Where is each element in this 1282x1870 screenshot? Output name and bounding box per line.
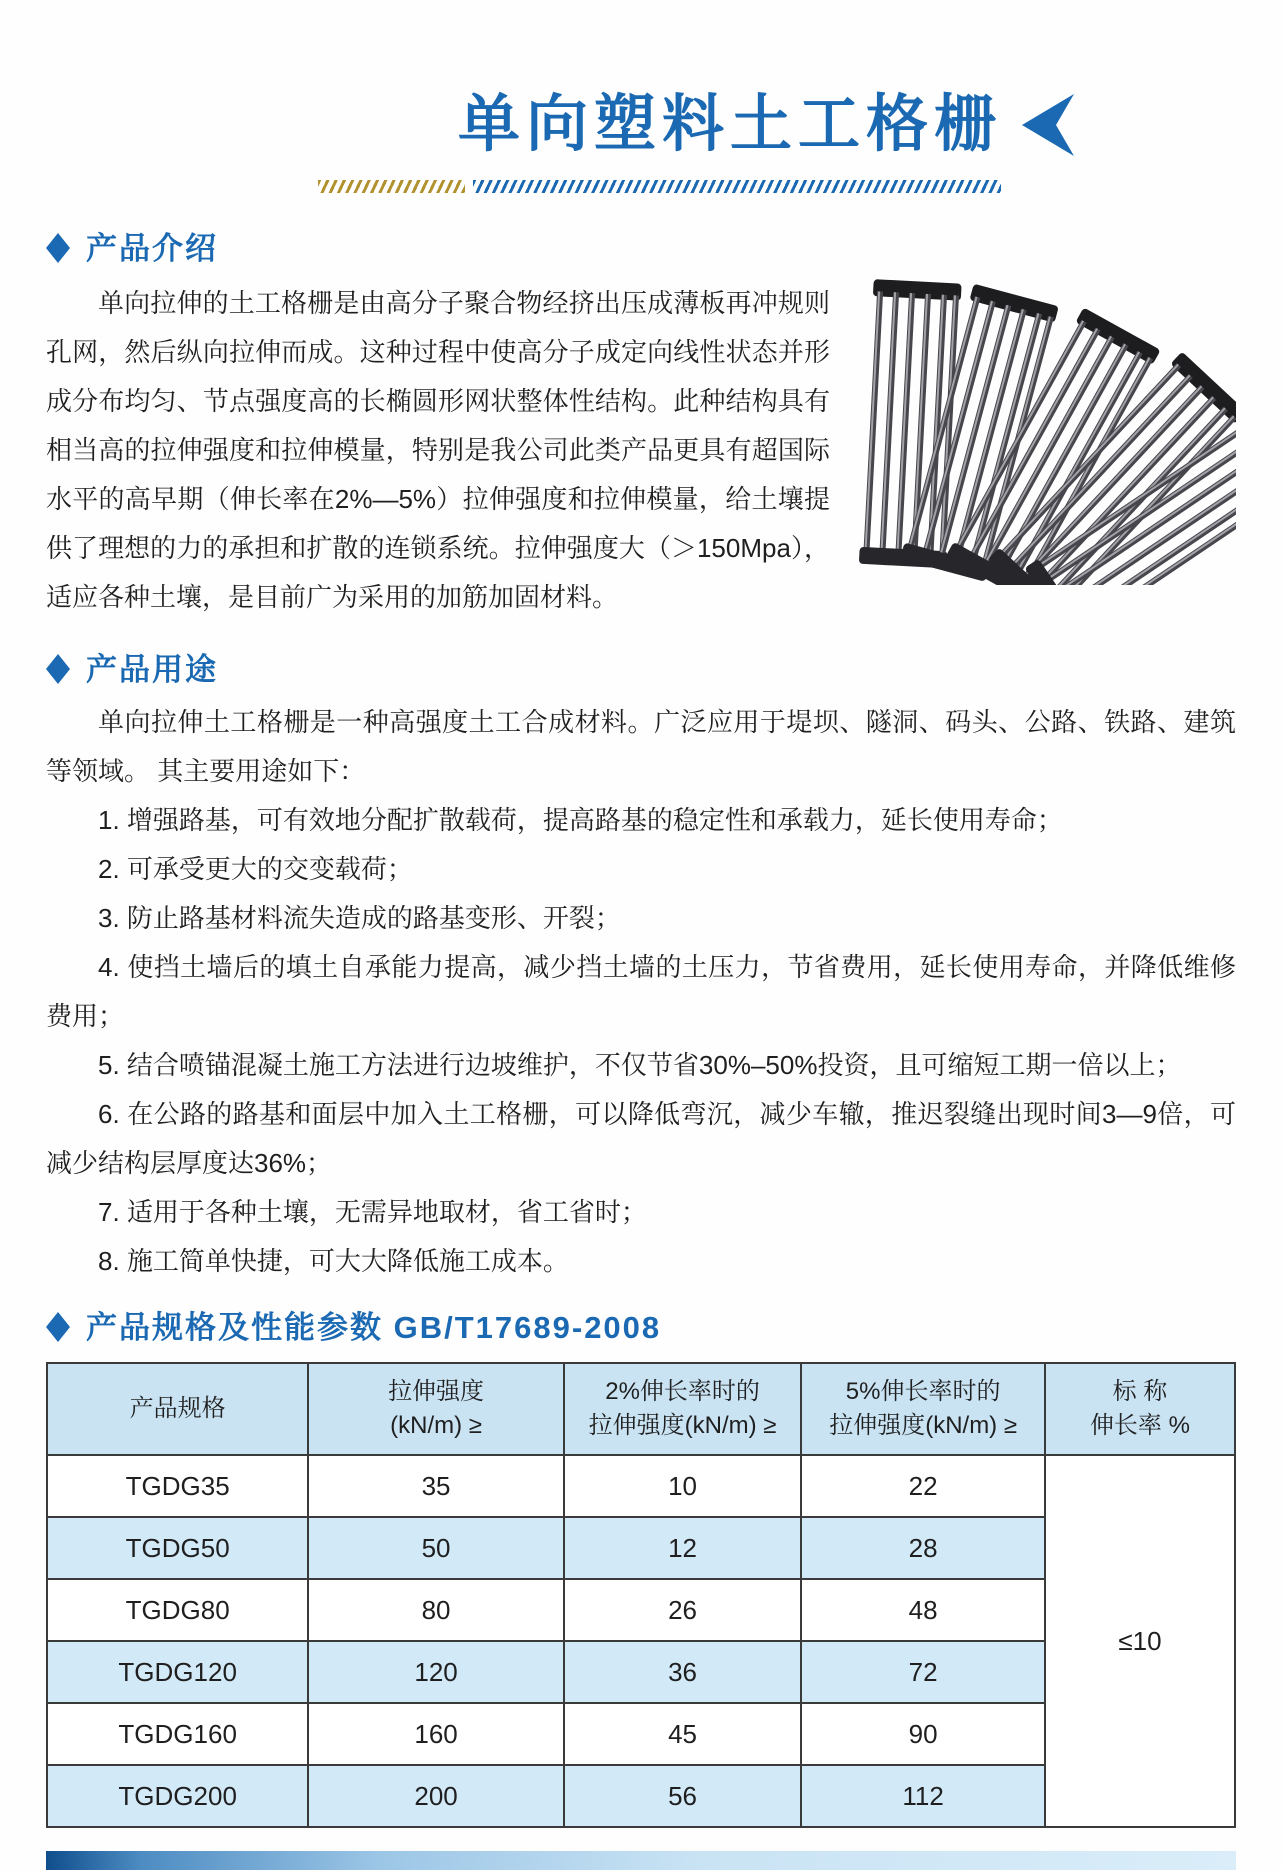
col-header-2pct-line1: 2%伸长率时的 [605, 1378, 760, 1405]
col-header-tensile [308, 1363, 563, 1455]
col-header-5pct [801, 1363, 1045, 1455]
cell-spec: TGDG50 [47, 1517, 308, 1579]
cell-tensile: 50 [308, 1517, 563, 1579]
cell-spec: TGDG35 [47, 1455, 308, 1517]
col-header-spec [47, 1363, 308, 1455]
section-uses [46, 648, 1236, 1286]
cell-spec: TGDG120 [47, 1641, 308, 1703]
intro-paragraph: 单向拉伸的土工格栅是由高分子聚合物经挤出压成薄板再冲规则孔网，然后纵向拉伸而成。这种过程中使高分子成定向线性状态并形成分布均匀、节点强度高的长椭圆形网状整体性结构。此种结构具有相当高的拉伸强度和拉伸模量，特别是我公司此类产品更具有超国际水平的高早期（伸长率在2%—5%）拉伸强度和拉伸模量，给土壤提供了理想的力的承担和扩散的连锁系统。拉伸强度大（＞150Mpa），适应各种土壤，是目前广为采用的加筋加固材料。 [46, 288, 830, 612]
col-header-2pct-line2: 拉伸强度(kN/m) ≥ [588, 1412, 777, 1439]
col-header-tensile-line1: 拉伸强度 [388, 1378, 485, 1405]
col-header-nominal [1045, 1363, 1235, 1455]
cell-at2: 36 [564, 1641, 802, 1703]
cell-at5: 48 [801, 1579, 1045, 1641]
col-header-2pct [564, 1363, 802, 1455]
page-header [46, 84, 1236, 193]
specs-table [46, 1362, 1236, 1828]
section-uses-heading: 产品用途 [86, 651, 218, 687]
uses-item-7: 7. 适用于各种土壤，无需异地取材，省工省时； [98, 1197, 647, 1227]
diamond-bullet-icon [46, 654, 70, 684]
cell-at2: 56 [564, 1765, 802, 1827]
gold-stripes [318, 180, 465, 193]
section-specs-heading: 产品规格及性能参数 GB/T17689-2008 [86, 1309, 662, 1345]
uses-lead-paragraph: 单向拉伸土工格栅是一种高强度土工合成材料。广泛应用于堤坝、隧洞、码头、公路、铁路、建筑等领域。 其主要用途如下： [46, 707, 1236, 786]
table-row-tgdg35 [47, 1455, 1235, 1517]
geogrid-illustration [844, 279, 1236, 585]
col-header-spec-line1: 产品规格 [129, 1395, 226, 1422]
cell-at5: 22 [801, 1455, 1045, 1517]
cell-at5: 28 [801, 1517, 1045, 1579]
col-header-5pct-line1: 5%伸长率时的 [845, 1378, 1001, 1405]
cell-tensile: 120 [308, 1641, 563, 1703]
cell-at5: 90 [801, 1703, 1045, 1765]
uses-item-8: 8. 施工简单快捷，可大大降低施工成本。 [98, 1246, 569, 1276]
footer-gradient-bar [46, 1851, 1236, 1870]
cell-at2: 12 [564, 1517, 802, 1579]
document-page [0, 84, 1282, 1870]
product-photo-geogrid [844, 279, 1236, 585]
intro-content [46, 279, 1236, 622]
col-header-tensile-line2: (kN/m) ≥ [390, 1412, 482, 1439]
cell-tensile: 80 [308, 1579, 563, 1641]
cell-nominal-elongation: ≤10 [1045, 1455, 1235, 1827]
cell-at2: 45 [564, 1703, 802, 1765]
section-specs [46, 1306, 1236, 1828]
col-header-nominal-line2: 伸长率 % [1089, 1412, 1190, 1439]
uses-item-2: 2. 可承受更大的交变载荷； [98, 854, 413, 884]
section-intro [46, 227, 1236, 622]
cell-at2: 26 [564, 1579, 802, 1641]
page-title: 单向塑料土工格栅 [457, 90, 1002, 159]
uses-item-3: 3. 防止路基材料流失造成的路基变形、开裂； [98, 903, 621, 933]
cell-tensile: 200 [308, 1765, 563, 1827]
cell-at5: 112 [801, 1765, 1045, 1827]
uses-item-6: 6. 在公路的路基和面层中加入土工格栅，可以降低弯沉，减少车辙，推迟裂缝出现时间3—9倍，可减少结构层厚度达36%； [46, 1099, 1236, 1178]
uses-item-4: 4. 使挡土墙后的填土自承能力提高，减少挡土墙的土压力，节省费用，延长使用寿命，并降低维修费用； [46, 952, 1236, 1031]
cell-tensile: 35 [308, 1455, 563, 1517]
uses-item-1: 1. 增强路基，可有效地分配扩散载荷，提高路基的稳定性和承载力，延长使用寿命； [98, 805, 1063, 835]
diamond-bullet-icon [46, 1312, 70, 1342]
cell-at5: 72 [801, 1641, 1045, 1703]
title-row [46, 84, 1078, 166]
cell-tensile: 160 [308, 1703, 563, 1765]
left-arrow-icon [1022, 94, 1078, 156]
decorative-stripe-bar [318, 180, 1236, 193]
specs-table-header-row [47, 1363, 1235, 1455]
section-uses-heading-row [46, 648, 1236, 690]
blue-stripes [473, 180, 1001, 193]
uses-item-5: 5. 结合喷锚混凝土施工方法进行边坡维护，不仅节省30%–50%投资，且可缩短工期一倍以上； [98, 1050, 1182, 1080]
cell-spec: TGDG160 [47, 1703, 308, 1765]
col-header-nominal-line1: 标 称 [1112, 1378, 1168, 1405]
section-intro-heading: 产品介绍 [86, 230, 218, 266]
cell-spec: TGDG200 [47, 1765, 308, 1827]
col-header-5pct-line2: 拉伸强度(kN/m) ≥ [829, 1412, 1018, 1439]
section-specs-heading-row [46, 1306, 1236, 1348]
section-intro-heading-row [46, 227, 1236, 269]
cell-at2: 10 [564, 1455, 802, 1517]
diamond-bullet-icon [46, 233, 70, 263]
cell-spec: TGDG80 [47, 1579, 308, 1641]
